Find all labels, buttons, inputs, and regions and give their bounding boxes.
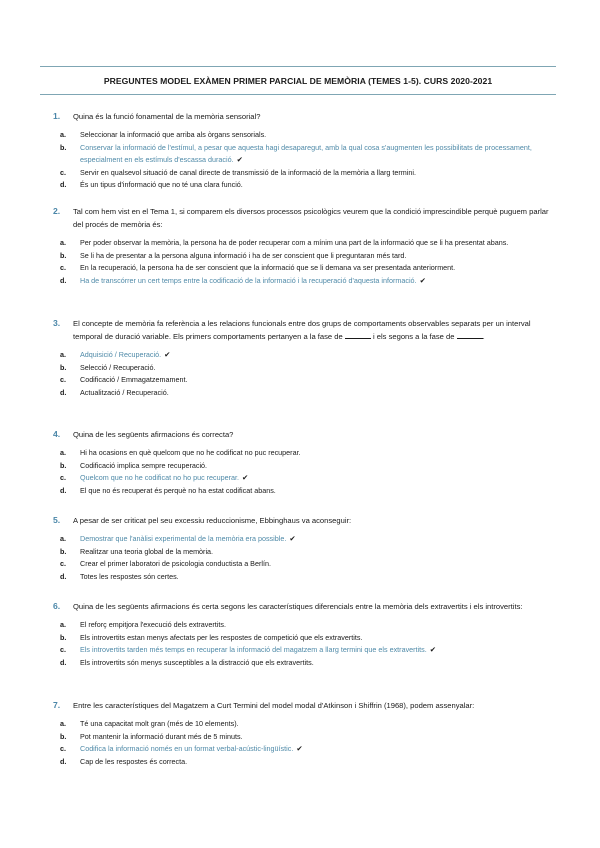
question-text: A pesar de ser criticat pel seu excessiu reduccionisme, Ebbinghaus va aconseguir: xyxy=(73,516,352,525)
option-letter: b. xyxy=(60,546,67,556)
option-letter: b. xyxy=(60,142,67,152)
option-text: Codificació implica sempre recuperació. xyxy=(80,460,208,470)
checkmark-icon: ✔ xyxy=(289,534,296,543)
option-text: Realitzar una teoria global de la memòria. xyxy=(80,546,214,556)
question-heading xyxy=(53,205,553,231)
answer-option-b xyxy=(53,250,553,263)
question-heading xyxy=(53,428,553,441)
page-title: PREGUNTES MODEL EXÀMEN PRIMER PARCIAL DE MEMÒRIA (TEMES 1-5). CURS 2020-2021 xyxy=(103,76,493,86)
option-text: Actualització / Recuperació. xyxy=(80,387,169,397)
answer-option-d xyxy=(53,179,553,192)
question-7 xyxy=(53,699,553,768)
question-5 xyxy=(53,514,553,583)
answer-option-d xyxy=(53,571,553,584)
question-text: Quina és la funció fonamental de la memòria sensorial? xyxy=(73,112,261,121)
option-letter: c. xyxy=(60,375,66,384)
checkmark-icon: ✔ xyxy=(429,645,437,654)
answer-option-a xyxy=(53,447,553,460)
checkmark-icon: ✔ xyxy=(164,350,171,359)
option-letter: a. xyxy=(60,620,66,629)
option-letter: c. xyxy=(60,744,66,753)
option-text: Totes les respostes són certes. xyxy=(80,571,179,581)
fill-in-blank xyxy=(345,331,371,339)
option-letter: d. xyxy=(60,657,67,667)
question-3 xyxy=(53,317,553,399)
option-text: Pot mantenir la informació durant més de 5 minuts. xyxy=(80,731,243,741)
answer-option-c-correct xyxy=(53,644,553,657)
option-text: Per poder observar la memòria, la persona ha de poder recuperar com a mínim una part de la informació que se li ha presentat abans. xyxy=(80,238,509,247)
option-letter: a. xyxy=(60,350,66,359)
option-letter: c. xyxy=(60,645,66,654)
answer-option-c xyxy=(53,167,553,180)
answer-option-b xyxy=(53,362,553,375)
option-text: Els introvertits tarden més temps en recuperar la informació del magatzem a llarg termini que els extravertits. xyxy=(80,645,427,654)
question-text: Quina de les següents afirmacions és correcta? xyxy=(73,430,234,439)
answer-option-a xyxy=(53,129,553,142)
answer-options xyxy=(53,533,553,583)
question-number: 6. xyxy=(53,601,61,611)
answer-option-b xyxy=(53,632,553,645)
question-heading xyxy=(53,699,553,712)
answer-option-c xyxy=(53,558,553,571)
option-letter: d. xyxy=(60,275,67,285)
option-text: És un tipus d'informació que no té una clara funció. xyxy=(80,180,243,189)
checkmark-icon: ✔ xyxy=(419,275,426,285)
header-top-rule xyxy=(40,66,556,67)
option-text: Els introvertits estan menys afectats per les respostes de competició que els extravertits. xyxy=(80,632,363,642)
option-text: Servir en qualsevol situació de canal directe de transmissió de la informació de la memòria a llarg termini. xyxy=(80,167,416,177)
checkmark-icon: ✔ xyxy=(236,155,243,164)
option-letter: b. xyxy=(60,362,67,372)
option-letter: b. xyxy=(60,460,67,470)
option-letter: a. xyxy=(60,719,66,728)
option-letter: b. xyxy=(60,731,67,741)
option-letter: d. xyxy=(60,180,67,189)
answer-option-a-correct xyxy=(53,349,553,362)
answer-option-a-correct xyxy=(53,533,553,546)
option-text: Crear el primer laboratori de psicologia conductista a Berlín. xyxy=(80,559,271,568)
question-text: Entre les característiques del Magatzem a Curt Termini del model modal d'Atkinson i Shiffrin (1968), podem assenyalar: xyxy=(73,701,475,710)
answer-option-c-correct xyxy=(53,472,553,485)
answer-option-b-correct xyxy=(53,142,553,167)
answer-options xyxy=(53,447,553,497)
question-number: 7. xyxy=(53,700,61,710)
option-text: El reforç empitjora l'execució dels extravertits. xyxy=(80,620,226,629)
question-2 xyxy=(53,205,553,287)
answer-option-c xyxy=(53,374,553,387)
option-text: En la recuperació, la persona ha de ser conscient que la informació que se li demana va ser presentada anteriorment. xyxy=(80,263,456,272)
option-letter: d. xyxy=(60,571,67,581)
answer-options xyxy=(53,349,553,399)
option-letter: a. xyxy=(60,534,66,543)
question-1 xyxy=(53,110,553,192)
option-text: Quelcom que no he codificat no ho puc recuperar. xyxy=(80,473,240,482)
question-heading xyxy=(53,514,553,527)
option-text: Codificació / Emmagatzemament. xyxy=(80,375,188,384)
option-letter: a. xyxy=(60,130,66,139)
answer-options xyxy=(53,718,553,768)
question-number: 2. xyxy=(53,206,61,216)
option-text: Seleccionar la informació que arriba als òrgans sensorials. xyxy=(80,130,267,139)
option-letter: c. xyxy=(60,559,66,568)
answer-option-d xyxy=(53,387,553,400)
option-text: Codifica la informació només en un format verbal-acústic-lingüístic. xyxy=(80,744,294,753)
option-text: Adquisició / Recuperació. xyxy=(80,350,162,359)
option-letter: d. xyxy=(60,387,67,397)
answer-option-d-correct xyxy=(53,275,553,288)
answer-option-c xyxy=(53,262,553,275)
option-letter: d. xyxy=(60,756,67,766)
option-letter: a. xyxy=(60,448,66,457)
question-number: 1. xyxy=(53,111,61,121)
question-6 xyxy=(53,600,553,669)
question-number: 3. xyxy=(53,318,61,328)
question-heading xyxy=(53,110,553,123)
question-number: 5. xyxy=(53,515,61,525)
option-letter: c. xyxy=(60,167,66,177)
question-number: 4. xyxy=(53,429,61,439)
question-text: Quina de les següents afirmacions és certa segons les característiques diferencials entre la memòria dels extravertits i els introvertits: xyxy=(73,602,523,611)
option-letter: b. xyxy=(60,632,67,642)
checkmark-icon: ✔ xyxy=(242,473,249,482)
answer-options xyxy=(53,129,553,192)
option-text: Demostrar que l'anàlisi experimental de la memòria era possible. xyxy=(80,534,287,543)
option-text: Cap de les respostes és correcta. xyxy=(80,756,188,766)
answer-option-b xyxy=(53,731,553,744)
checkmark-icon: ✔ xyxy=(296,744,303,753)
question-text: El concepte de memòria fa referència a les relacions funcionals entre dos grups de comportaments observables separats per un interval temporal de duració variable. Els primers comportaments pertanyen a la fase de i els segons a la fase de . xyxy=(73,319,531,341)
answer-option-c-correct xyxy=(53,743,553,756)
question-heading xyxy=(53,600,553,613)
option-letter: c. xyxy=(60,263,66,272)
answer-option-d xyxy=(53,485,553,498)
question-text: Tal com hem vist en el Tema 1, si comparem els diversos processos psicològics veurem que la condició imprescindible perquè puguem parlar del procés de memòria és: xyxy=(73,207,549,229)
option-letter: c. xyxy=(60,473,66,482)
answer-option-b xyxy=(53,460,553,473)
option-letter: d. xyxy=(60,485,67,495)
option-text: Té una capacitat molt gran (més de 10 elements). xyxy=(80,719,239,728)
answer-option-a xyxy=(53,619,553,632)
answer-option-d xyxy=(53,657,553,670)
answer-option-a xyxy=(53,718,553,731)
answer-option-d xyxy=(53,756,553,769)
question-4 xyxy=(53,428,553,497)
fill-in-blank xyxy=(457,331,483,339)
option-letter: a. xyxy=(60,238,66,247)
option-text: Conservar la informació de l'estímul, a pesar que aquesta hagi desaparegut, amb la qual cosa s'augmenten les possibilitats de processament, especialment en els estímuls d'escassa duració. xyxy=(80,142,532,164)
option-text: Selecció / Recuperació. xyxy=(80,362,156,372)
header-bottom-rule xyxy=(40,94,556,95)
answer-option-b xyxy=(53,546,553,559)
option-text: Hi ha ocasions en què quelcom que no he codificat no puc recuperar. xyxy=(80,448,301,457)
option-text: El que no és recuperat és perquè no ha estat codificat abans. xyxy=(80,485,276,495)
option-text: Se li ha de presentar a la persona alguna informació i ha de ser conscient que li preguntaran més tard. xyxy=(80,250,407,260)
question-heading xyxy=(53,317,553,343)
answer-options xyxy=(53,237,553,287)
answer-options xyxy=(53,619,553,669)
answer-option-a xyxy=(53,237,553,250)
option-text: Ha de transcórrer un cert temps entre la codificació de la informació i la recuperació d'aquesta informació. xyxy=(80,275,417,285)
option-letter: b. xyxy=(60,250,67,260)
option-text: Els introvertits són menys susceptibles a la distracció que els extravertits. xyxy=(80,657,314,667)
